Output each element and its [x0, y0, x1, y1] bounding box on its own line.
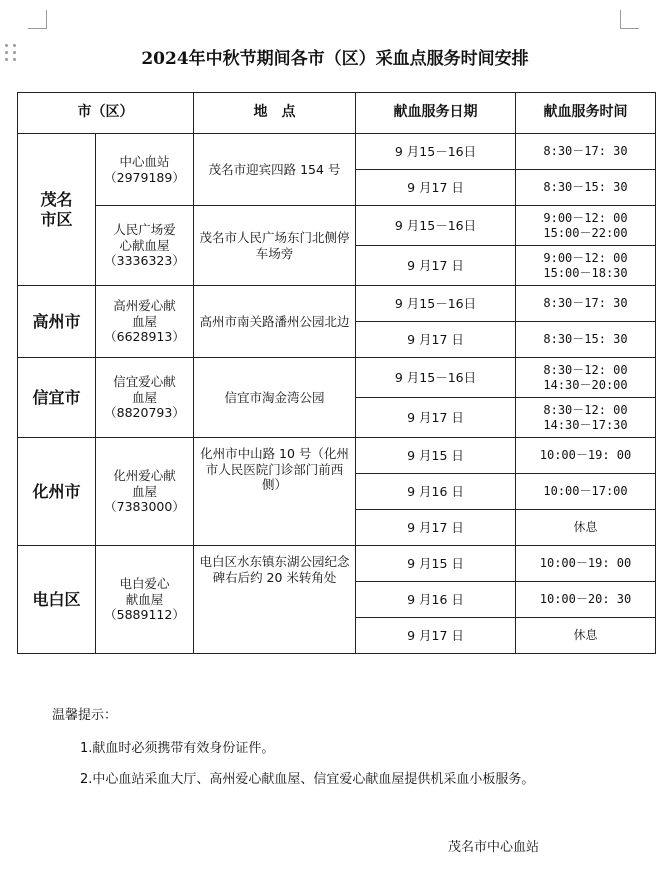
header-time: 献血服务时间: [516, 93, 656, 134]
site-name-cell: 中心血站 （2979189）: [96, 134, 194, 206]
time-cell: 9:00－12: 00 15:00－18:30: [516, 246, 656, 286]
notes-section: [52, 704, 534, 787]
page-corner-mark-right: [620, 10, 639, 29]
date-cell: 9 月16 日: [356, 474, 516, 510]
signature: 茂名市中心血站: [448, 840, 540, 855]
time-cell: 8:30－15: 30: [516, 322, 656, 358]
time-cell: 10:00－20: 30: [516, 582, 656, 618]
document-title: 2024年中秋节期间各市（区）采血点服务时间安排: [141, 49, 529, 69]
table-body: [18, 134, 656, 654]
header-location: 地 点: [194, 93, 356, 134]
date-cell: 9 月15 日: [356, 438, 516, 474]
time-cell: 8:30－15: 30: [516, 170, 656, 206]
site-name-cell: 高州爱心献 血屋 （6628913）: [96, 286, 194, 358]
page-corner-mark-left: [28, 10, 47, 29]
note-item-2: 2.中心血站采血大厅、高州爱心献血屋、信宜爱心献血屋提供机采血小板服务。: [80, 772, 535, 787]
time-cell: 8:30－17: 30: [516, 286, 656, 322]
table-row: [18, 134, 656, 170]
date-cell: 9 月17 日: [356, 246, 516, 286]
time-cell: 8:30－17: 30: [516, 134, 656, 170]
address-cell: 高州市南关路潘州公园北边: [194, 286, 356, 358]
address-cell: 茂名市迎宾四路 154 号: [194, 134, 356, 206]
date-cell: 9 月17 日: [356, 322, 516, 358]
site-name-cell: 化州爱心献 血屋 （7383000）: [96, 438, 194, 546]
header-city: 市（区）: [18, 93, 194, 134]
time-cell: 8:30－12: 00 14:30－17:30: [516, 398, 656, 438]
city-cell: 化州市: [18, 438, 96, 546]
date-cell: 9 月15 日: [356, 546, 516, 582]
time-cell: 休息: [516, 618, 656, 654]
time-cell: 9:00－12: 00 15:00－22:00: [516, 206, 656, 246]
time-cell: 10:00－17:00: [516, 474, 656, 510]
time-cell: 10:00－19: 00: [516, 546, 656, 582]
city-cell: 茂名 市区: [18, 134, 96, 286]
address-cell: 电白区水东镇东湖公园纪念碑右后约 20 米转角处: [194, 546, 356, 654]
header-date: 献血服务日期: [356, 93, 516, 134]
city-cell: 高州市: [18, 286, 96, 358]
date-cell: 9 月15－16日: [356, 134, 516, 170]
table-header-row: [18, 93, 656, 134]
schedule-table: [17, 92, 656, 654]
table-row: [18, 358, 656, 398]
notes-heading: 温馨提示：: [52, 708, 118, 723]
date-cell: 9 月17 日: [356, 398, 516, 438]
site-name-cell: 信宜爱心献 血屋 （8820793）: [96, 358, 194, 438]
date-cell: 9 月17 日: [356, 618, 516, 654]
table-row: [18, 286, 656, 322]
table-row: [18, 438, 656, 474]
address-cell: 化州市中山路 10 号（化州市人民医院门诊部门前西侧）: [194, 438, 356, 546]
date-cell: 9 月16 日: [356, 582, 516, 618]
date-cell: 9 月17 日: [356, 510, 516, 546]
time-cell: 8:30－12: 00 14:30－20:00: [516, 358, 656, 398]
site-name-cell: 人民广场爱 心献血屋 （3336323）: [96, 206, 194, 286]
address-cell: 茂名市人民广场东门北侧停车场旁: [194, 206, 356, 286]
city-cell: 电白区: [18, 546, 96, 654]
date-cell: 9 月15－16日: [356, 286, 516, 322]
time-cell: 休息: [516, 510, 656, 546]
site-name-cell: 电白爱心 献血屋 （5889112）: [96, 546, 194, 654]
table-row: [18, 206, 656, 246]
time-cell: 10:00－19: 00: [516, 438, 656, 474]
date-cell: 9 月15－16日: [356, 206, 516, 246]
address-cell: 信宜市淘金湾公园: [194, 358, 356, 438]
city-cell: 信宜市: [18, 358, 96, 438]
date-cell: 9 月15－16日: [356, 358, 516, 398]
table-row: [18, 546, 656, 582]
date-cell: 9 月17 日: [356, 170, 516, 206]
note-item-1: 1.献血时必须携带有效身份证件。: [80, 741, 275, 756]
